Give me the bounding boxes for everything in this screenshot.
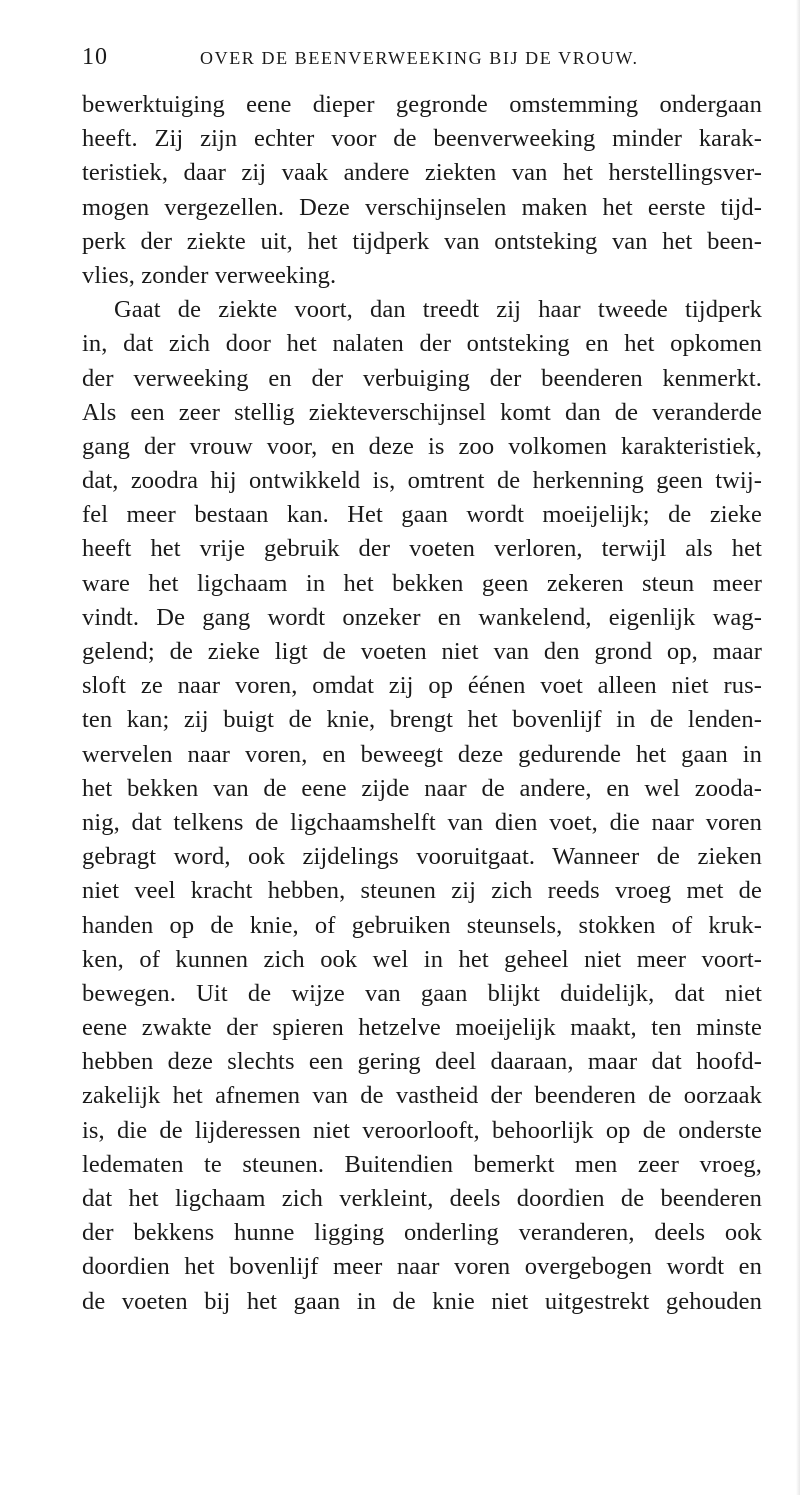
text-line: mogen vergezellen. Deze verschijnselen maken het eerste tijd- — [82, 193, 762, 221]
text-line: sloft ze naar voren, omdat zij op éénen voet alleen niet rus- — [82, 672, 762, 700]
text-line: ten kan; zij buigt de knie, brengt het bovenlijf in de lenden- — [82, 706, 762, 734]
text-line: wervelen naar voren, en beweegt deze gedurende het gaan in — [82, 740, 762, 768]
text-line: Als een zeer stellig ziekteverschijnsel komt dan de veranderde — [82, 398, 762, 426]
text-line: bewerktuiging eene dieper gegronde omstemming ondergaan — [82, 91, 762, 118]
text-line: hebben deze slechts een gering deel daaraan, maar dat hoofd- — [82, 1048, 762, 1076]
text-line: eene zwakte der spieren hetzelve moeijelijk maakt, ten minste — [82, 1014, 762, 1042]
text-line: dat, zoodra hij ontwikkeld is, omtrent de herkenning geen twij- — [82, 467, 762, 495]
text-line: gang der vrouw voor, en deze is zoo volkomen karakteristiek, — [82, 432, 762, 460]
text-line: teristiek, daar zij vaak andere ziekten van het herstellingsver- — [82, 159, 762, 187]
running-head — [82, 44, 722, 76]
text-line: de voeten bij het gaan in de knie niet uitgestrekt gehouden — [82, 1287, 762, 1315]
text-line: der bekkens hunne ligging onderling veranderen, deels ook — [82, 1219, 762, 1247]
text-line: ledematen te steunen. Buitendien bemerkt men zeer vroeg, — [82, 1150, 762, 1178]
page-number: 10 — [82, 44, 108, 70]
text-line: handen op de knie, of gebruiken steunsels, stokken of kruk- — [82, 911, 762, 939]
text-line: dat het ligchaam zich verkleint, deels doordien de beenderen — [82, 1185, 762, 1212]
text-line: doordien het bovenlijf meer naar voren overgebogen wordt en — [82, 1253, 762, 1281]
text-line: nig, dat telkens de ligchaamshelft van dien voet, die naar voren — [82, 808, 762, 836]
text-line: fel meer bestaan kan. Het gaan wordt moeijelijk; de zieke — [82, 501, 762, 529]
text-line: ken, of kunnen zich ook wel in het geheel niet meer voort- — [82, 945, 762, 973]
text-line: vlies, zonder verweeking. — [82, 261, 337, 289]
body-text — [82, 88, 762, 1319]
text-line: in, dat zich door het nalaten der ontsteking en het opkomen — [82, 330, 762, 358]
text-line: vindt. De gang wordt onzeker en wankelend, eigenlijk wag- — [82, 603, 762, 631]
text-line: heeft het vrije gebruik der voeten verloren, terwijl als het — [82, 535, 762, 563]
text-line: der verweeking en der verbuiging der beenderen kenmerkt. — [82, 364, 762, 392]
text-line: niet veel kracht hebben, steunen zij zich reeds vroeg met de — [82, 877, 762, 905]
text-line: gebragt word, ook zijdelings vooruitgaat. Wanneer de zieken — [82, 843, 762, 871]
text-line: heeft. Zij zijn echter voor de beenverweeking minder karak- — [82, 125, 762, 153]
text-line: Gaat de ziekte voort, dan treedt zij haar tweede tijdperk — [114, 296, 762, 324]
text-line: het bekken van de eene zijde naar de andere, en wel zooda- — [82, 774, 762, 802]
text-line: gelend; de zieke ligt de voeten niet van den grond op, maar — [82, 638, 762, 665]
running-title: OVER DE BEENVERWEEKING BIJ DE VROUW. — [200, 48, 639, 68]
text-line: is, die de lijderessen niet veroorlooft, behoorlijk op de onderste — [82, 1116, 762, 1144]
text-line: bewegen. Uit de wijze van gaan blijkt duidelijk, dat niet — [82, 979, 762, 1007]
text-line: perk der ziekte uit, het tijdperk van ontsteking van het been- — [82, 227, 762, 255]
text-line: ware het ligchaam in het bekken geen zekeren steun meer — [82, 569, 762, 597]
text-line: zakelijk het afnemen van de vastheid der beenderen de oorzaak — [82, 1082, 762, 1110]
page-edge-shadow — [796, 0, 800, 1495]
